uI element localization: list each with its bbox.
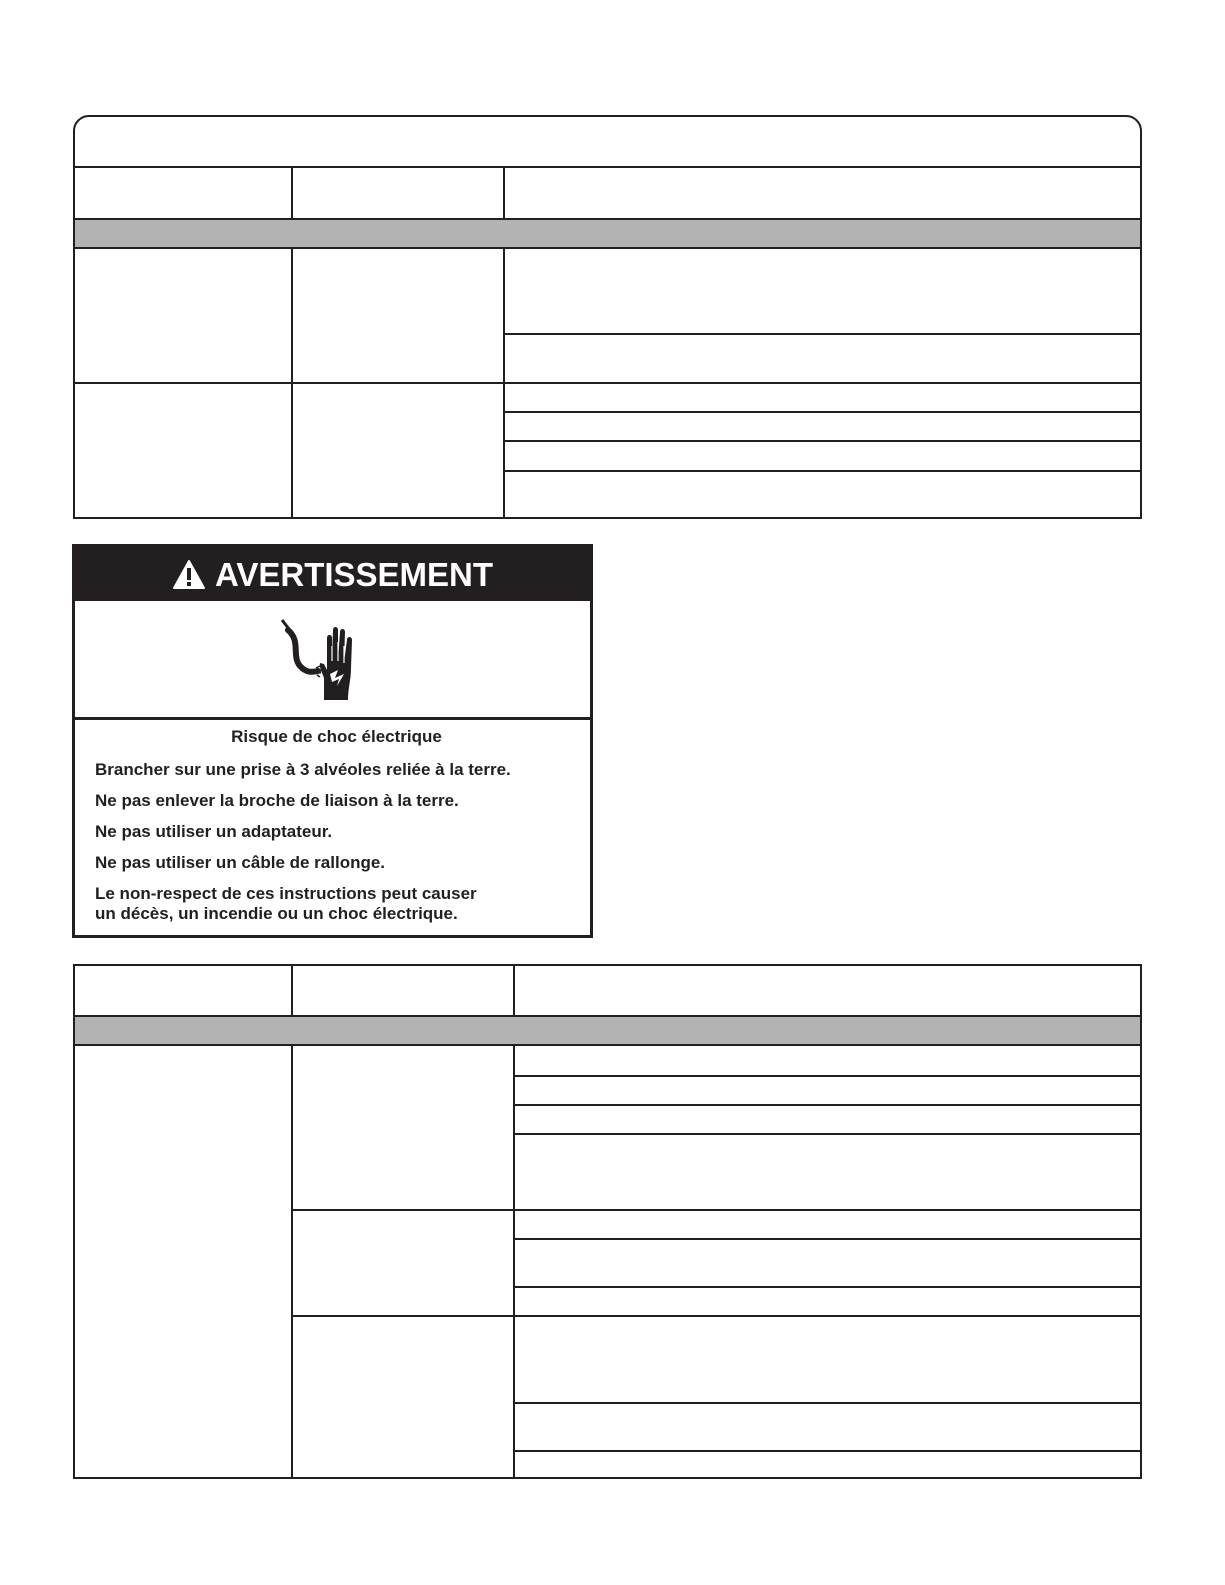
table-row-divider — [73, 382, 1142, 384]
table-row-divider — [504, 440, 1141, 442]
table-top-band-divider — [73, 247, 1142, 249]
warning-consequence-line: Le non-respect de ces instructions peut causer — [95, 884, 477, 903]
table-row-divider — [504, 470, 1141, 472]
electric-shock-warning-box — [72, 544, 593, 938]
warning-title: AVERTISSEMENT — [214, 555, 494, 593]
table-row-divider — [514, 1402, 1141, 1404]
table-top-header-divider — [73, 218, 1142, 220]
warning-heading: Risque de choc électrique — [231, 727, 442, 746]
table-row-divider — [514, 1286, 1141, 1288]
table-row-divider — [514, 1238, 1141, 1240]
warning-line: Ne pas utiliser un câble de rallonge. — [95, 853, 386, 872]
hand-electric-shock-icon — [280, 616, 370, 706]
table-row-divider — [292, 1209, 1141, 1211]
warning-text — [95, 727, 578, 935]
warning-pictogram-area — [75, 601, 590, 720]
table-bottom-col1-divider — [291, 1045, 293, 1478]
table-top-title-divider — [73, 166, 1142, 168]
table-bottom-header-divider — [73, 1015, 1142, 1017]
warning-line: Brancher sur une prise à 3 alvéoles reliée à la terre. — [95, 760, 511, 779]
table-row-divider — [292, 1315, 1141, 1317]
warning-line: Ne pas utiliser un adaptateur. — [95, 822, 333, 841]
table-top-section-band — [75, 220, 1140, 248]
warning-consequence-line: un décès, un incendie ou un choc électrique. — [95, 904, 458, 923]
table-row-divider — [514, 1104, 1141, 1106]
table-bottom-section-band — [75, 1017, 1140, 1045]
table-row-divider — [504, 333, 1141, 335]
troubleshooting-table-top — [73, 115, 1142, 519]
warning-header — [75, 547, 590, 601]
table-top-col1-divider — [291, 167, 293, 218]
table-bottom-band-divider — [73, 1044, 1142, 1046]
table-row-divider — [514, 1450, 1141, 1452]
table-bottom-col2-divider — [513, 1045, 515, 1478]
table-bottom-col2-divider — [513, 965, 515, 1015]
table-row-divider — [514, 1075, 1141, 1077]
table-row-divider — [504, 411, 1141, 413]
warning-triangle-icon — [172, 559, 206, 590]
table-row-divider — [514, 1133, 1141, 1135]
table-bottom-col1-divider — [291, 965, 293, 1015]
warning-line: Ne pas enlever la broche de liaison à la terre. — [95, 791, 459, 810]
table-top-col2-divider — [503, 167, 505, 218]
